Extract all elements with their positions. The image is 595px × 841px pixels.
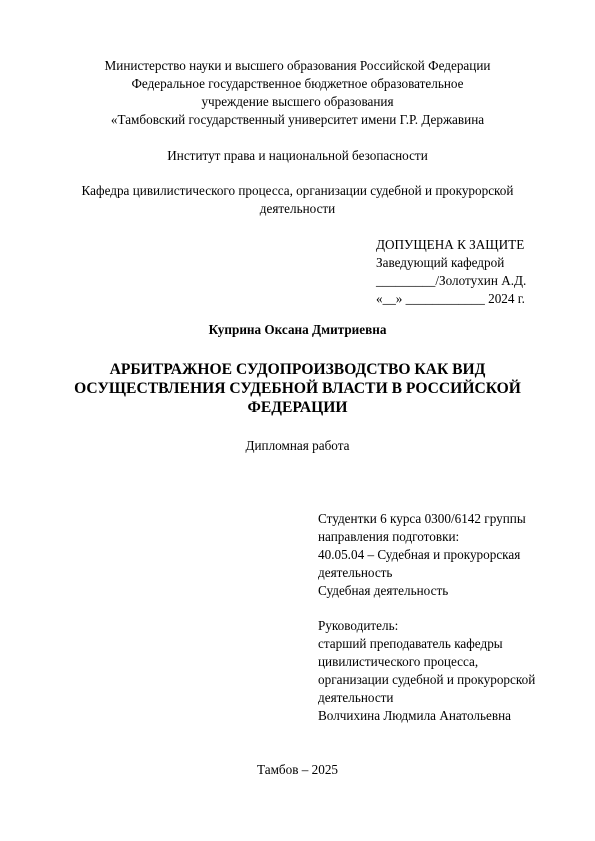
supervisor-line: деятельности	[318, 690, 394, 705]
header-line: учреждение высшего образования	[201, 94, 394, 109]
supervisor-line: Руководитель:	[318, 618, 399, 633]
student-line: направления подготовки:	[318, 529, 460, 544]
supervisor-line: организации судебной и прокурорской	[318, 672, 536, 687]
city-year: Тамбов – 2025	[256, 762, 339, 777]
department-line: Кафедра цивилистического процесса, организации судебной и прокурорской	[81, 183, 514, 198]
supervisor-line: Волчихина Людмила Анатольевна	[318, 708, 512, 723]
approval-line: «__» ____________ 2024 г.	[376, 291, 525, 306]
author-name: Куприна Оксана Дмитриевна	[208, 322, 387, 337]
approval-line: ДОПУЩЕНА К ЗАЩИТЕ	[376, 237, 525, 252]
title-line: АРБИТРАЖНОЕ СУДОПРОИЗВОДСТВО КАК ВИД	[109, 361, 486, 378]
student-line: деятельность	[318, 565, 393, 580]
header-line: «Тамбовский государственный университет имени Г.Р. Державина	[110, 112, 485, 127]
approval-line: Заведующий кафедрой	[376, 255, 505, 270]
header-line: Министерство науки и высшего образования Российской Федерации	[104, 58, 491, 73]
institute-name: Институт права и национальной безопасности	[167, 148, 428, 163]
approval-line: _________/Золотухин А.Д.	[376, 273, 527, 288]
department-line: деятельности	[259, 201, 336, 216]
supervisor-line: старший преподаватель кафедры	[318, 636, 503, 651]
student-line: 40.05.04 – Судебная и прокурорская	[318, 547, 521, 562]
header-line: Федеральное государственное бюджетное образовательное	[131, 76, 464, 91]
student-line: Судебная деятельность	[318, 583, 449, 598]
student-line: Студентки 6 курса 0300/6142 группы	[318, 511, 526, 526]
supervisor-line: цивилистического процесса,	[318, 654, 479, 669]
title-line: ОСУЩЕСТВЛЕНИЯ СУДЕБНОЙ ВЛАСТИ В РОССИЙСКОЙ	[74, 380, 521, 397]
title-line: ФЕДЕРАЦИИ	[247, 399, 348, 416]
work-type: Дипломная работа	[245, 438, 350, 453]
